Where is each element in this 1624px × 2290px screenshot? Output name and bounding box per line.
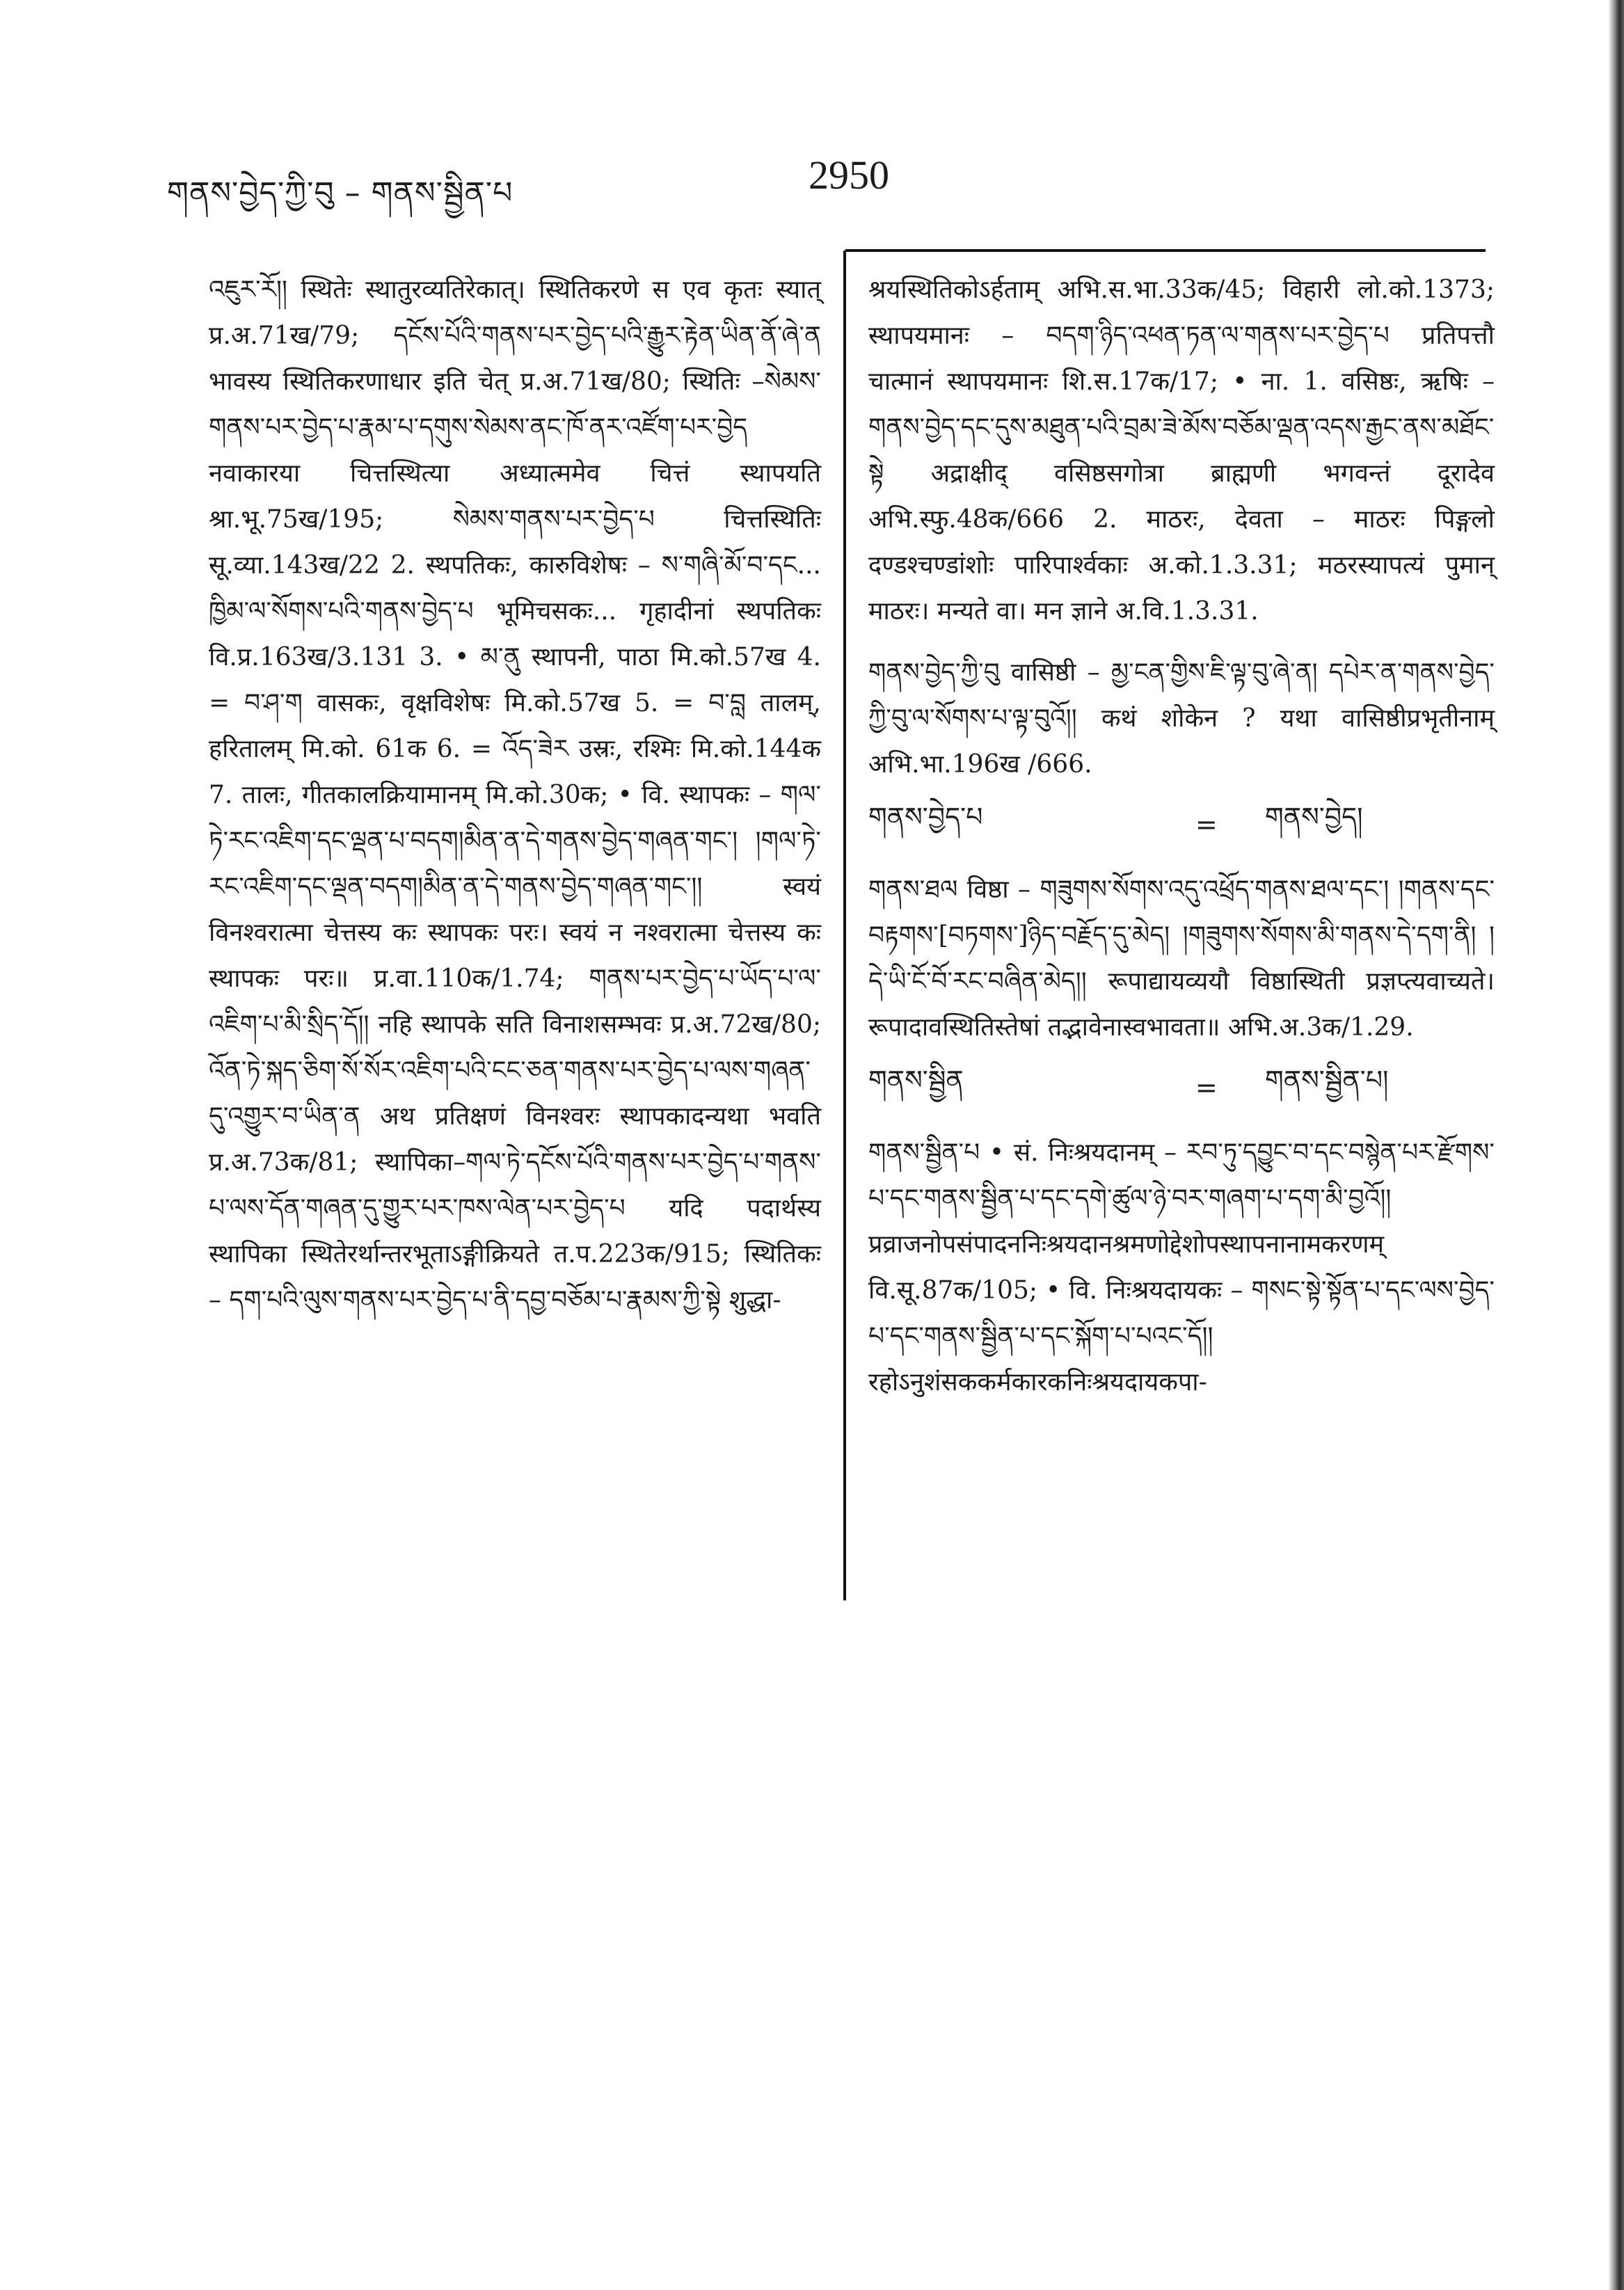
running-head: གནས་བྱེད་ཀྱི་བུ – གནས་སྦྱིན་པ bbox=[167, 175, 514, 211]
entry-text: འཇུར་རོ།། स्थितेः स्थातुरव्यतिरेकात्। स्थितिकरणे स एव कृतः स्यात् प्र.अ.71ख/79; དངོས་པོའི་གནས་པར་བྱེད་པའི་རྒྱུར་རྟེན་ཡིན་ནོ་ཞེ་ན भावस्य स्थितिकरणाधार इति चेत् प्र.अ.71ख/80; स्थितिः –སེམས་གནས་པར་བྱེད་པ་རྣམ་པ་དགུས་སེམས་ནང་ཁོ་ནར་འཛོག་པར་བྱེད नवाकारया चित्तस्थित्या अध्यात्ममेव चित्तं स्थापयति श्रा.भू.75ख/195; སེམས་གནས་པར་བྱེད་པ चित्तस्थितिः सू.व्या.143ख/22 2. स्थपतिकः, कारुविशेषः – ས་གཞི་མོ་བ་དང... ཁྱིམ་ལ་སོགས་པའི་གནས་བྱེད་པ भूमिचसकः... गृहादीनां स्थपतिकः वि.प्र.163ख/3.131 3. • མ་ནུ स्थापनी, पाठा मि.को.57ख 4. = བ་ཤ་ག वासकः, वृक्षविशेषः मि.को.57ख 5. = བ་བླ तालम्, हरितालम् मि.को. 61क 6. = འོད་ཟེར उस्रः, रश्मिः मि.को.144क 7. तालः, गीतकालक्रियामानम् मि.को.30क; • वि. स्थापकः – གལ་ཏེ་རང་འཇིག་དང་ལྡན་པ་བདག།མིན་ན་དེ་གནས་བྱེད་གཞན་གང་། །གལ་ཏེ་རང་འཇིག་དང་ལྡན་བདག།མིན་ན་དེ་གནས་བྱེད་གཞན་གང་།། स्वयं विनश्वरात्मा चेत्तस्य कः स्थापकः परः। स्वयं न नश्वरात्मा चेत्तस्य कः स्थापकः परः॥ प्र.वा.110क/1.74; གནས་པར་བྱེད་པ་ཡོད་པ་ལ་འཇིག་པ་མི་སྲིད་དོ།། नहि स्थापके सति विनाशसम्भवः प्र.अ.72ख/80; འོན་ཏེ་སྐད་ཅིག་སོ་སོར་འཇིག་པའི་ངང་ཅན་གནས་པར་བྱེད་པ་ལས་གཞན་དུ་འགྱུར་བ་ཡིན་ན अथ प्रतिक्षणं विनश्वरः स्थापकादन्यथा भवति प्र.अ.73क/81; स्थापिका–གལ་ཏེ་དངོས་པོའི་གནས་པར་བྱེད་པ་གནས་པ་ལས་དོན་གཞན་དུ་གྱུར་པར་ཁས་ལེན་པར་བྱེད་པ यदि पदार्थस्य स्थापिका स्थितेरर्थान्तरभूताऽङ्गीक्रियते त.प.223क/915; स्थितिकः – དག་པའི་ལུས་གནས་པར་བྱེད་པ་ནི་དབྱ་བཅོམ་པ་རྣམས་ཀྱི་སྟེ शुद्धा- bbox=[209, 276, 821, 1314]
page-number: 2950 bbox=[809, 152, 889, 198]
xref-target: གནས་སྦྱིན་པ། bbox=[1265, 1064, 1389, 1095]
cross-reference-2 bbox=[868, 1063, 1495, 1112]
column-divider bbox=[843, 251, 846, 1600]
left-column bbox=[209, 267, 821, 1323]
entry-vasishthi: གནས་བྱེད་ཀྱི་བུ वासिष्ठी – མྱ་ངན་གྱིས་ཇི་ལྟ་བུ་ཞེ་ན། དཔེར་ན་གནས་བྱེད་ཀྱི་བུ་ལ་སོགས་པ་ལྟ་བུའོ།། कथं शोकेन ? यथा वासिष्ठीप्रभृतीनाम् अभि.भा.196ख /666. bbox=[868, 658, 1495, 779]
right-column bbox=[868, 267, 1495, 1406]
cross-reference-1 bbox=[868, 800, 1495, 849]
xref-equals: = bbox=[1195, 809, 1218, 840]
header-rule bbox=[845, 249, 1486, 252]
entry-nishraya: གནས་སྦྱིན་པ • सं. निःश्रयदानम् – རབ་ཏུ་དབྱུང་བ་དང་བསྙེན་པར་རྫོགས་པ་དང་གནས་སྦྱིན་པ་དང་དགེ་ཚུལ་ཉེ་བར་གཞག་པ་དག་མི་བྱའོ།། प्रव्राजनोपसंपादननिःश्रयदानश्रमणोद्देशोपस्थापनानामकरणम् वि.सू.87क/105; • वि. निःश्रयदायकः – གསང་སྟེ་སྟོན་པ་དང་ལས་བྱེད་པ་དང་གནས་སྦྱིན་པ་དང་སྐོག་པ་པའང་དོ།། रहोऽनुशंसककर्मकारकनिःश्रयदायकपा- bbox=[868, 1138, 1495, 1397]
scan-edge-shadow bbox=[1609, 0, 1624, 2290]
xref-headword: གནས་བྱེད་པ bbox=[868, 801, 983, 832]
xref-headword: གནས་སྦྱིན bbox=[868, 1064, 964, 1095]
page-header bbox=[167, 152, 1489, 211]
xref-target: གནས་བྱེད། bbox=[1265, 801, 1363, 832]
entry-continuation: श्रयस्थितिकोऽर्हताम् अभि.स.भा.33क/45; विहारी लो.को.1373; स्थापयमानः – བདག་ཉིད་འཕན་ཏན་ལ་གནས་པར་བྱེད་པ प्रतिपत्तौ चात्मानं स्थापयमानः शि.स.17क/17; • ना. 1. वसिष्ठः, ऋषिः – གནས་བྱེད་དང་དུས་མཐུན་པའི་བྲམ་ཟེ་མོས་བཅོམ་ལྡན་འདས་རྒྱང་ནས་མཐོང་སྟེ अद्राक्षीद् वसिष्ठसगोत्रा ब्राह्मणी भगवन्तं दूरादेव अभि.स्फु.48क/666 2. माठरः, देवता – माठरः पिङ्गलो दण्डश्चण्डांशोः पारिपार्श्वकाः अ.को.1.3.31; मठरस्यापत्यं पुमान् माठरः। मन्यते वा। मन ज्ञाने अ.वि.1.3.31. bbox=[868, 276, 1495, 626]
xref-equals: = bbox=[1195, 1072, 1218, 1103]
entry-vishtha: གནས་ཐལ विष्ठा – གཟུགས་སོགས་འདུ་འཕྲོད་གནས་ཐལ་དང་། །གནས་དང་བརྟགས་[བཏགས་]ཉིད་བརྗོད་དུ་མེད། །གཟུགས་སོགས་མི་གནས་དེ་དག་ནི། །དེ་ཡི་ངོ་བོ་རང་བཞིན་མེད།། रूपाद्यायव्ययौ विष्ठास्थिती प्रज्ञप्त्यवाच्यते। रूपादावस्थितिस्तेषां तद्भावेनास्वभावता॥ अभि.अ.3क/1.29. bbox=[868, 875, 1495, 1042]
